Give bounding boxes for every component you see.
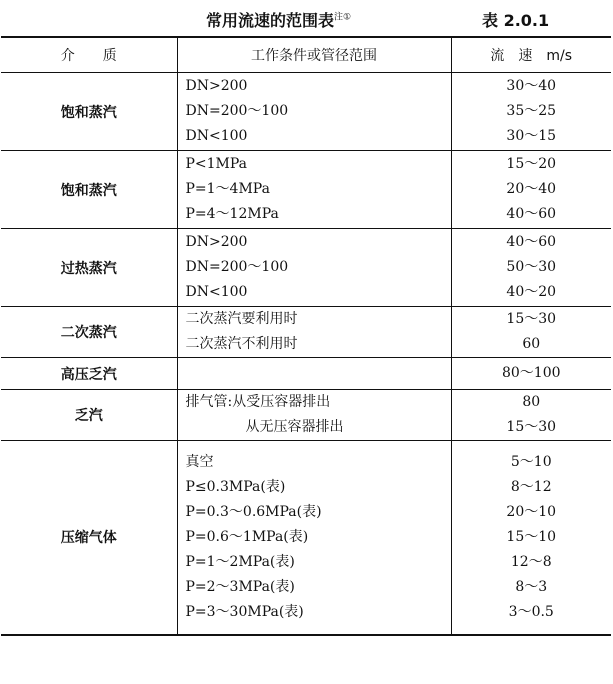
condition-line: 二次蒸汽不利用时 [185,336,298,352]
condition-cell [177,307,451,358]
medium-cell: 过热蒸汽 [1,229,177,307]
speed-value: 3～0.5 [508,603,554,620]
condition-line: 二次蒸汽要利用时 [185,311,298,327]
condition-line: P≤0.3MPa(表) [185,478,286,495]
condition-line: DN<100 [185,284,248,300]
flow-speed-table [1,36,611,636]
table-number: 表 2.0.1 [482,11,550,30]
medium-cell: 二次蒸汽 [1,307,177,358]
table-row [1,441,611,635]
header-speed: 流 速 m/s [451,37,611,73]
speed-value: 20～40 [506,181,557,197]
condition-line: P=4～12MPa [185,206,279,222]
condition-cell [177,151,451,229]
condition-cell [177,390,451,441]
speed-value: 50～30 [506,259,557,275]
condition-line [186,361,451,386]
condition-cell [177,441,451,635]
condition-cell [177,358,451,390]
table-title-note: 注① [334,12,352,23]
speed-value: 20～10 [506,503,557,520]
table-row [1,73,611,151]
speed-value: 30～15 [506,128,557,144]
condition-line: 排气管:从受压容器排出 [185,394,331,410]
table-row [1,307,611,358]
speed-cell [451,390,611,441]
condition-cell [177,229,451,307]
table-row [1,358,611,390]
speed-value: 12～8 [510,553,552,570]
speed-value: 40～20 [506,284,557,300]
condition-line: P<1MPa [185,156,248,172]
speed-value: 8～12 [510,478,552,495]
table-row [1,151,611,229]
condition-line: DN>200 [185,78,248,94]
medium-cell: 高压乏汽 [1,358,177,390]
speed-cell [451,441,611,635]
condition-line: P=3～30MPa(表) [185,603,304,620]
table-row [1,229,611,307]
medium-cell: 压缩气体 [1,441,177,635]
speed-value: 35～25 [506,103,557,119]
speed-value: 80～100 [501,365,561,381]
condition-line: 从无压容器排出 [245,419,344,435]
table-header-row [1,37,611,73]
condition-line: DN=200～100 [185,259,289,275]
header-medium: 介 质 [1,37,177,73]
header-condition: 工作条件或管径范围 [177,37,451,73]
speed-value: 15～20 [506,156,557,172]
table-title [206,8,351,31]
speed-value: 15～30 [506,419,557,435]
speed-cell [451,358,611,390]
medium-cell: 乏汽 [1,390,177,441]
medium-cell: 饱和蒸汽 [1,73,177,151]
speed-value: 80 [522,394,541,410]
condition-line: P=0.3～0.6MPa(表) [185,503,322,520]
condition-line: DN=200～100 [185,103,289,119]
speed-cell [451,151,611,229]
speed-value: 60 [522,336,541,352]
condition-line: P=1～4MPa [185,181,270,197]
speed-cell [451,229,611,307]
condition-line: P=0.6～1MPa(表) [185,528,309,545]
speed-cell [451,73,611,151]
speed-value: 8～3 [515,578,548,595]
medium-cell: 饱和蒸汽 [1,151,177,229]
condition-line: DN>200 [185,234,248,250]
speed-value: 40～60 [506,206,557,222]
condition-line: DN<100 [185,128,248,144]
condition-cell [177,73,451,151]
speed-cell [451,307,611,358]
condition-line: P=1～2MPa(表) [185,553,295,570]
condition-line: P=2～3MPa(表) [185,578,295,595]
table-title-text: 常用流速的范围表 [206,11,335,30]
table-title-bar [0,4,613,32]
speed-value: 15～10 [506,528,557,545]
table-body [1,73,611,635]
table-row [1,390,611,441]
speed-value: 40～60 [506,234,557,250]
speed-value: 30～40 [506,78,557,94]
speed-value: 5～10 [510,453,552,470]
condition-line: 真空 [185,453,214,470]
speed-value: 15～30 [506,311,557,327]
